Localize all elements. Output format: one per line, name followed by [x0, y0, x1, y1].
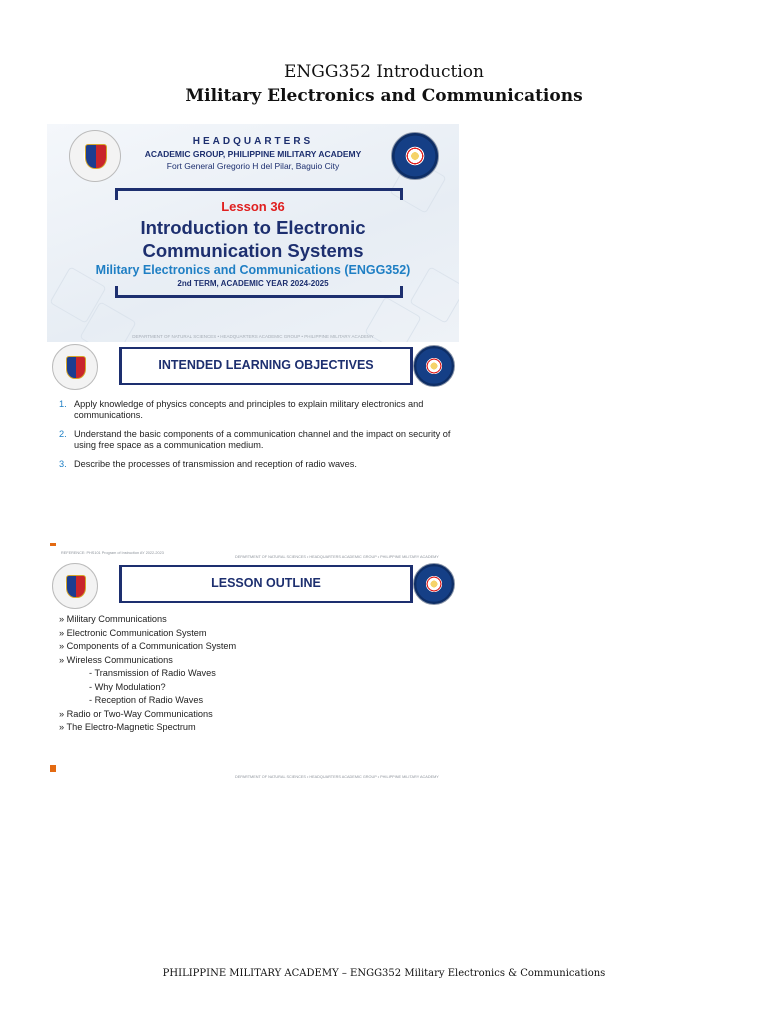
- course-name: Military Electronics and Communications (ENGG352): [95, 263, 411, 277]
- page-number-marker: [50, 765, 56, 772]
- pma-logo-icon: [52, 344, 98, 390]
- slide-footer: DEPARTMENT OF NATURAL SCIENCES • HEADQUARTERS ACADEMIC GROUP • PHILIPPINE MILITARY ACADEMY: [235, 775, 439, 779]
- pma-logo-icon: [52, 563, 98, 609]
- title-frame-bottom: [115, 286, 403, 298]
- lesson-title: [47, 216, 459, 262]
- list-item: » The Electro-Magnetic Spectrum: [59, 722, 196, 732]
- lesson-title-line2: Communication Systems: [142, 240, 364, 261]
- slide-footer: DEPARTMENT OF NATURAL SCIENCES • HEADQUARTERS ACADEMIC GROUP • PHILIPPINE MILITARY ACADEMY: [235, 555, 439, 559]
- document-subtitle: Military Electronics and Communications: [185, 86, 583, 106]
- list-item: - Reception of Radio Waves: [89, 695, 204, 705]
- outline-header: [119, 565, 413, 603]
- page-footer: PHILIPPINE MILITARY ACADEMY – ENGG352 Military Electronics & Communications: [162, 968, 606, 979]
- objectives-header-label: INTENDED LEARNING OBJECTIVES: [158, 358, 374, 372]
- list-item: [59, 399, 454, 421]
- slide-title: [47, 124, 459, 342]
- list-item: » Electronic Communication System: [59, 627, 207, 638]
- academic-group-logo-icon: [413, 563, 455, 605]
- list-item: [59, 459, 454, 470]
- lesson-title-line1: Introduction to Electronic: [140, 217, 366, 238]
- list-item: » Wireless Communications: [59, 654, 173, 665]
- academic-group-label: ACADEMIC GROUP, PHILIPPINE MILITARY ACADEMY: [144, 149, 362, 159]
- list-item: » Military Communications: [59, 614, 167, 624]
- academic-group-logo-icon: [413, 345, 455, 387]
- list-item: - Transmission of Radio Waves: [89, 668, 216, 678]
- list-item: » Radio or Two-Way Communications: [59, 708, 213, 719]
- headquarters-label: HEADQUARTERS: [192, 136, 314, 147]
- objective-text: Understand the basic components of a communication channel and the impact on security of using free space as a communication medium.: [74, 429, 451, 450]
- outline-list: [59, 613, 236, 735]
- objective-number: 3.: [59, 459, 67, 469]
- list-item: [59, 429, 454, 451]
- objectives-header: [119, 347, 413, 385]
- objective-text: Apply knowledge of physics concepts and principles to explain military electronics and communications.: [74, 399, 424, 420]
- slide-objectives: [47, 342, 459, 546]
- reference-note: REFERENCE: PHS101 Program of Instruction AY 2022-2023: [61, 551, 164, 555]
- slide-outline: [47, 546, 459, 780]
- objective-number: 2.: [59, 429, 67, 439]
- objective-number: 1.: [59, 399, 67, 409]
- location-label: Fort General Gregorio H del Pilar, Baguio City: [166, 161, 340, 171]
- objective-text: Describe the processes of transmission and reception of radio waves.: [74, 459, 357, 469]
- objectives-list: [59, 399, 454, 478]
- slide-footer: DEPARTMENT OF NATURAL SCIENCES • HEADQUARTERS ACADEMIC GROUP • PHILIPPINE MILITARY ACADEMY: [132, 334, 374, 339]
- term-label: 2nd TERM, ACADEMIC YEAR 2024-2025: [177, 279, 329, 288]
- lesson-number: Lesson 36: [221, 199, 285, 214]
- outline-header-label: LESSON OUTLINE: [211, 576, 321, 590]
- list-item: » Components of a Communication System: [59, 641, 237, 651]
- document-title: ENGG352 Introduction: [284, 62, 484, 82]
- list-item: - Why Modulation?: [89, 681, 166, 692]
